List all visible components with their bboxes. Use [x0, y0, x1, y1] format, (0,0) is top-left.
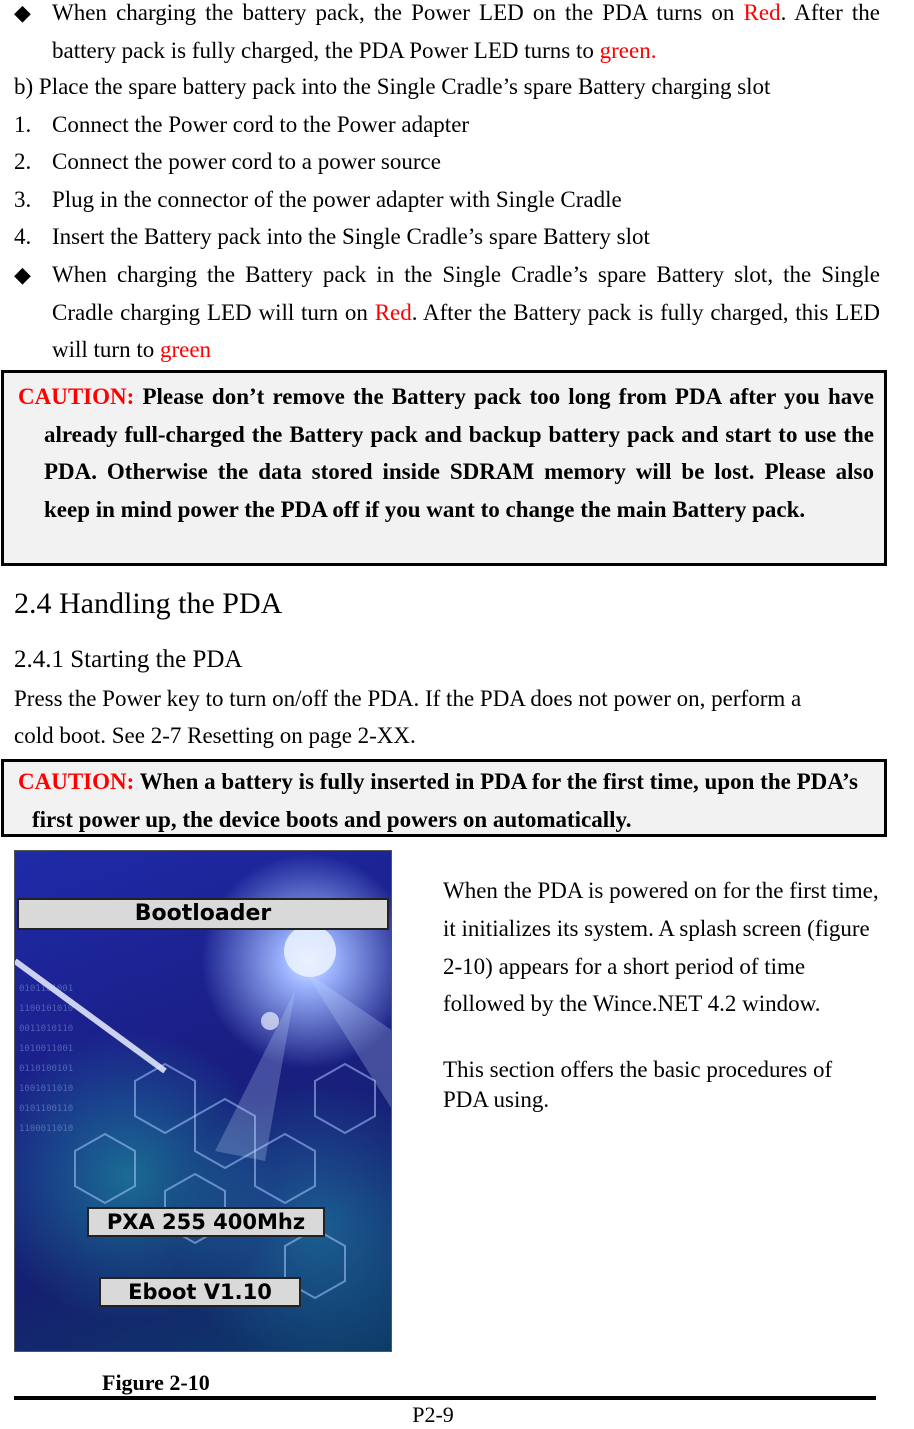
svg-text:1100101010: 1100101010 — [19, 1004, 74, 1014]
eboot-version-label: Eboot V1.10 — [99, 1277, 301, 1307]
bullet-paragraph-cradle-led — [14, 256, 880, 369]
list-item: 1. Connect the Power cord to the Power adapter — [14, 112, 470, 137]
green-highlight: green. — [599, 37, 657, 63]
side-paragraph-line: 2-10) appears for a short period of time — [443, 954, 806, 979]
side-paragraph-line: When the PDA is powered on for the first time, — [443, 878, 879, 903]
side-paragraph-line: it initializes its system. A splash screen (figure — [443, 916, 870, 941]
caution-box-first-boot — [1, 759, 887, 837]
list-item: 2. Connect the power cord to a power source — [14, 149, 441, 174]
red-highlight: Red — [374, 299, 412, 325]
svg-text:1100011010: 1100011010 — [19, 1124, 74, 1134]
svg-text:0101100110: 0101100110 — [19, 1104, 74, 1114]
svg-text:0101101001: 0101101001 — [19, 984, 74, 994]
step-b-text: b) Place the spare battery pack into the Single Cradle’s spare Battery charging slot — [14, 74, 771, 99]
svg-text:0011010110: 0011010110 — [19, 1024, 74, 1034]
caution-text: When a battery is fully inserted in PDA for the first time, upon the PDA’s first power up, the device boots and powers on automatically. — [32, 769, 858, 832]
subsection-title: 2.4.1 Starting the PDA — [14, 646, 243, 673]
bootloader-label: Bootloader — [17, 898, 389, 930]
bullet-text: When charging the Battery pack in the Single Cradle’s spare Battery slot, the Single Cradle charging LED will turn on Red. After the Battery pack is fully charged, this LED will turn to green — [52, 262, 880, 362]
cpu-label: PXA 255 400Mhz — [87, 1207, 325, 1237]
bullet-paragraph-power-led — [14, 0, 880, 69]
side-paragraph-line: PDA using. — [443, 1087, 550, 1112]
svg-text:1010011001: 1010011001 — [19, 1044, 74, 1054]
diamond-bullet-icon: ◆ — [14, 262, 31, 287]
caution-label: CAUTION: — [18, 769, 135, 794]
footer-rule — [14, 1396, 876, 1400]
red-highlight: Red — [743, 0, 781, 25]
figure-caption: Figure 2-10 — [102, 1370, 210, 1395]
diamond-bullet-icon: ◆ — [14, 0, 31, 25]
page-number: P2-9 — [412, 1402, 454, 1427]
bullet-text: When charging the battery pack, the Power LED on the PDA turns on Red. After the battery pack is fully charged, the PDA Power LED turns to green. — [52, 0, 880, 63]
caution-label: CAUTION: — [18, 384, 135, 409]
side-paragraph-line: followed by the Wince.NET 4.2 window. — [443, 991, 821, 1016]
section-title: 2.4 Handling the PDA — [14, 587, 283, 620]
intro-paragraph-line: Press the Power key to turn on/off the PDA. If the PDA does not power on, perform a — [14, 686, 802, 711]
svg-text:0110100101: 0110100101 — [19, 1064, 74, 1074]
svg-text:1001011010: 1001011010 — [19, 1084, 74, 1094]
side-paragraph-line: This section offers the basic procedures of — [443, 1057, 833, 1082]
caution-box-battery — [1, 370, 887, 566]
splash-screen-figure — [14, 850, 392, 1352]
green-highlight: green — [159, 337, 212, 362]
list-item: 3. Plug in the connector of the power adapter with Single Cradle — [14, 187, 622, 212]
list-item: 4. Insert the Battery pack into the Single Cradle’s spare Battery slot — [14, 224, 650, 249]
intro-paragraph-line: cold boot. See 2-7 Resetting on page 2-XX. — [14, 723, 416, 748]
caution-text: Please don’t remove the Battery pack too long from PDA after you have already full-charged the Battery pack and backup battery pack and start to use the PDA. Otherwise the data stored inside SDRAM memory will be lost. Please also keep in mind power the PDA off if you want to change the main Battery pack. — [44, 384, 874, 522]
